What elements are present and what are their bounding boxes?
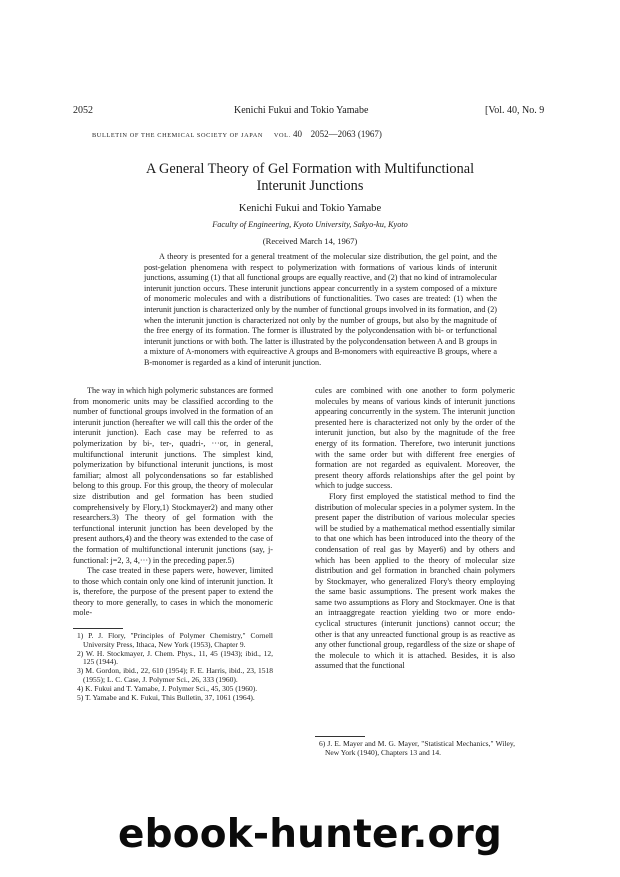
title-line: A General Theory of Gel Formation with Multifunctional xyxy=(145,161,475,177)
body-paragraph: The case treated in these papers were, however, limited to those which contain only one kind of interunit junction. It is, therefore, the purpose of the present paper to extend the theory to more generally, to cases in which the monomeric mole- xyxy=(73,566,273,618)
left-column xyxy=(73,386,273,619)
affiliation: Faculty of Engineering, Kyoto University, Sakyo-ku, Kyoto xyxy=(212,220,408,229)
right-references xyxy=(315,740,515,758)
title-line: Interunit Junctions xyxy=(256,178,364,194)
reference-item: 1) P. J. Flory, "Principles of Polymer Chemistry," Cornell University Press, Ithaca, New York (1953), Chapter 9. xyxy=(77,631,273,649)
page-number: 2052 xyxy=(73,105,93,116)
reference-item: 5) T. Yamabe and K. Fukui, This Bulletin, 37, 1061 (1964). xyxy=(77,692,255,702)
body-paragraph: cules are combined with one another to form polymeric molecules by means of various kinds of interunit junctions appearing concurrently in the system. The interunit junction presented here is characterized not only by the order of the interunit junction, but also by the magnitude of the free energy of its formation. Therefore, two interunit junctions with the same order but with different free energies of formation are not regarded as equivalent. Moreover, the present theory affords relationships after the gel point by which to judge success. xyxy=(315,386,515,491)
reference-item: 3) M. Gordon, ibid., 22, 610 (1954); F. E. Harris, ibid., 23, 1518 (1955); L. C. Case, J. Polymer Sci., 26, 333 (1960). xyxy=(77,666,273,684)
pages-year: 2052—2063 (1967) xyxy=(310,129,382,139)
running-title: Kenichi Fukui and Tokio Yamabe xyxy=(234,105,369,116)
journal-name: BULLETIN OF THE CHEMICAL SOCIETY OF JAPAN xyxy=(92,132,264,139)
volume-issue: [Vol. 40, No. 9 xyxy=(485,105,545,116)
reference-item: 4) K. Fukui and T. Yamabe, J. Polymer Sci., 45, 305 (1960). xyxy=(77,683,258,693)
paper-title xyxy=(0,161,620,195)
received-date: (Received March 14, 1967) xyxy=(262,236,358,246)
reference-item: 6) J. E. Mayer and M. G. Mayer, "Statistical Mechanics," Wiley, New York (1940), Chapters 13 and 14. xyxy=(319,739,515,757)
footnote-rule xyxy=(315,736,365,737)
abstract: A theory is presented for a general treatment of the molecular size distribution, the gel point, and the post-gelation phenomena with respect to polymerization with formations of various kinds of interunit junctions, assuming (1) that all functional groups are equally reactive, and (2) that no kind of intramolecular interunit junction occurs. These interunit junctions appear concurrently in a system composed of a mixture of monomeric molecules and with a distributions of functionalities. Two cases are treated: (1) when the interunit junction is characterized only by the number of functional groups involved in its formation, and (2) when the interunit junction is characterized not only by the number of groups, but also by the magnitude of the free energy of its formation. The former is illustrated by the polycondensation with bi- or terfunctional interunit junctions or with both. The latter is illustrated by the polycondensation between A and B groups in a mixture of A-monomers with equireactive A groups and B-monomers with equireactive B groups, where a B-monomer is regarded as a kind of interunit junction. xyxy=(144,252,497,367)
body-paragraph: The way in which high polymeric substances are formed from monomeric units may be classified according to the number of functional groups involved in the formation of an interunit junction (hereafter we will call this the order of the interunit junction). Each case may be referred to as polymerization by bi-, ter-, quadri-, ···or, in general, multifunctional interunit junctions. The simplest kind, polymerization by bifunctional interunit junctions, is most familiar; almost all polycondensations so far established belong to this group. For this group, the theory of molecular size distribution and gel formation has been studied comprehensively by Flory,1) Stockmayer2) and many other researchers.3) The theory of gel formation with the terfunctional interunit junction has been developed by the present authors,4) and the theory was extended to the case of the formation of multifunctional interunit junctions (say, j-functional: j=2, 3, 4,···) in the preceding paper.5) xyxy=(73,386,273,565)
reference-item: 2) W. H. Stockmayer, J. Chem. Phys., 11, 45 (1943); ibid., 12, 125 (1944). xyxy=(77,648,273,667)
left-references xyxy=(73,632,273,702)
right-column xyxy=(315,386,515,672)
footnote-rule xyxy=(73,628,123,629)
body-paragraph: Flory first employed the statistical method to find the distribution of molecular species in a polymer system. In the present paper the distribution of various molecular species will be studied by a mathematical method essentially similar to that one which has been introduced into the theory of the condensation of real gas by Mayer6) and by others and which has been applied to the theory of molecular size distribution and gel formation in branched chain polymers by Stockmayer, who generalized Flory's theory employing the same basic assumptions. The present work makes the same two assumptions as Flory and Stockmayer. One is that an intraaggregate reaction yielding two or more endo-cyclical structures (interunit junctions) cannot occur; the other is that any unreacted functional group is as reactive as any other functional group, regardless of the size or shape of the molecule to which it is attached. Besides, it is also assumed that the functional xyxy=(315,491,515,671)
authors: Kenichi Fukui and Tokio Yamabe xyxy=(238,203,382,214)
watermark-text: ebook-hunter.org xyxy=(117,812,503,857)
vol-label: VOL. xyxy=(273,132,291,139)
vol-number: 40 xyxy=(292,129,302,139)
journal-line xyxy=(92,129,382,139)
